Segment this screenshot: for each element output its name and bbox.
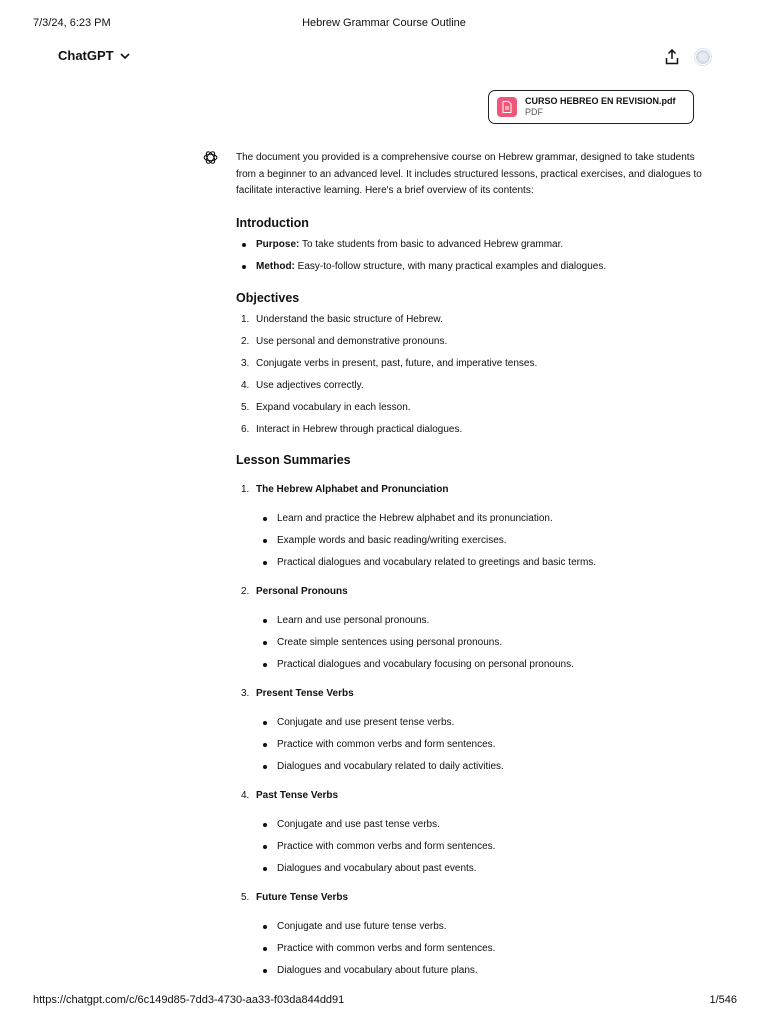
top-bar <box>0 48 768 68</box>
list-item: Practical dialogues and vocabulary focusing on personal pronouns. <box>257 657 706 679</box>
objectives-list <box>236 312 706 444</box>
lesson-title: 5. Future Tense Verbs <box>241 891 349 903</box>
model-selector[interactable] <box>58 48 130 63</box>
list-item: Example words and basic reading/writing exercises. <box>257 533 706 555</box>
list-item: 6. Interact in Hebrew through practical dialogues. <box>241 423 463 435</box>
assistant-message <box>236 150 706 985</box>
lesson-title: 2. Personal Pronouns <box>241 585 348 597</box>
chevron-down-icon <box>120 51 130 61</box>
section-heading-objectives: Objectives <box>236 290 300 305</box>
print-header <box>0 17 768 33</box>
lesson-title: 4. Past Tense Verbs <box>241 789 339 801</box>
list-item: Practical dialogues and vocabulary related to greetings and basic terms. <box>257 555 706 577</box>
print-url: https://chatgpt.com/c/6c149d85-7dd3-4730-aa33-f03da844dd91 <box>33 994 345 1006</box>
attachment-filename: CURSO HEBREO EN REVISION.pdf <box>525 96 676 106</box>
section-heading-lessons: Lesson Summaries <box>236 452 351 467</box>
list-item: Purpose: To take students from basic to advanced Hebrew grammar. <box>236 237 706 259</box>
model-label: ChatGPT <box>58 48 114 63</box>
lesson-item <box>236 686 706 781</box>
list-item: 4. Use adjectives correctly. <box>241 379 364 391</box>
lesson-item <box>236 584 706 679</box>
list-item: Dialogues and vocabulary about future plans. <box>257 963 706 985</box>
print-title: Hebrew Grammar Course Outline <box>302 17 466 29</box>
list-item: Learn and use personal pronouns. <box>257 613 706 635</box>
list-item: Dialogues and vocabulary related to daily activities. <box>257 759 706 781</box>
list-item: 3. Conjugate verbs in present, past, future, and imperative tenses. <box>241 357 538 369</box>
list-item: Conjugate and use past tense verbs. <box>257 817 706 839</box>
avatar-icon[interactable] <box>694 48 712 66</box>
list-item: Create simple sentences using personal pronouns. <box>257 635 706 657</box>
list-item: 5. Expand vocabulary in each lesson. <box>241 401 411 413</box>
file-icon <box>497 97 517 117</box>
page-number: 1/546 <box>709 994 737 1006</box>
list-item: 2. Use personal and demonstrative pronouns. <box>241 335 448 347</box>
list-item: 1. Understand the basic structure of Hebrew. <box>241 313 443 325</box>
list-item: Method: Easy-to-follow structure, with many practical examples and dialogues. <box>236 259 706 281</box>
attachment-type: PDF <box>525 107 543 117</box>
list-item: Practice with common verbs and form sentences. <box>257 941 706 963</box>
share-icon[interactable] <box>665 49 679 65</box>
list-item: Practice with common verbs and form sentences. <box>257 737 706 759</box>
list-item: Practice with common verbs and form sentences. <box>257 839 706 861</box>
print-date: 7/3/24, 6:23 PM <box>33 17 111 29</box>
introduction-list <box>236 237 706 281</box>
chatgpt-logo-icon <box>202 149 219 166</box>
lesson-item <box>236 890 706 985</box>
list-item: Conjugate and use future tense verbs. <box>257 919 706 941</box>
attachment-card[interactable] <box>488 90 694 124</box>
message-intro: The document you provided is a comprehensive course on Hebrew grammar, designed to take students from a beginner to an advanced level. It includes structured lessons, practical exercises, and dialogues to facilitate interactive learning. Here's a brief overview of its contents: <box>236 152 702 196</box>
lesson-title: 3. Present Tense Verbs <box>241 687 354 699</box>
list-item: Learn and practice the Hebrew alphabet and its pronunciation. <box>257 511 706 533</box>
list-item: Conjugate and use present tense verbs. <box>257 715 706 737</box>
list-item: Dialogues and vocabulary about past events. <box>257 861 706 883</box>
lesson-title: 1. The Hebrew Alphabet and Pronunciation <box>241 483 449 495</box>
lesson-item <box>236 788 706 883</box>
lesson-item <box>236 482 706 577</box>
section-heading-introduction: Introduction <box>236 215 309 230</box>
